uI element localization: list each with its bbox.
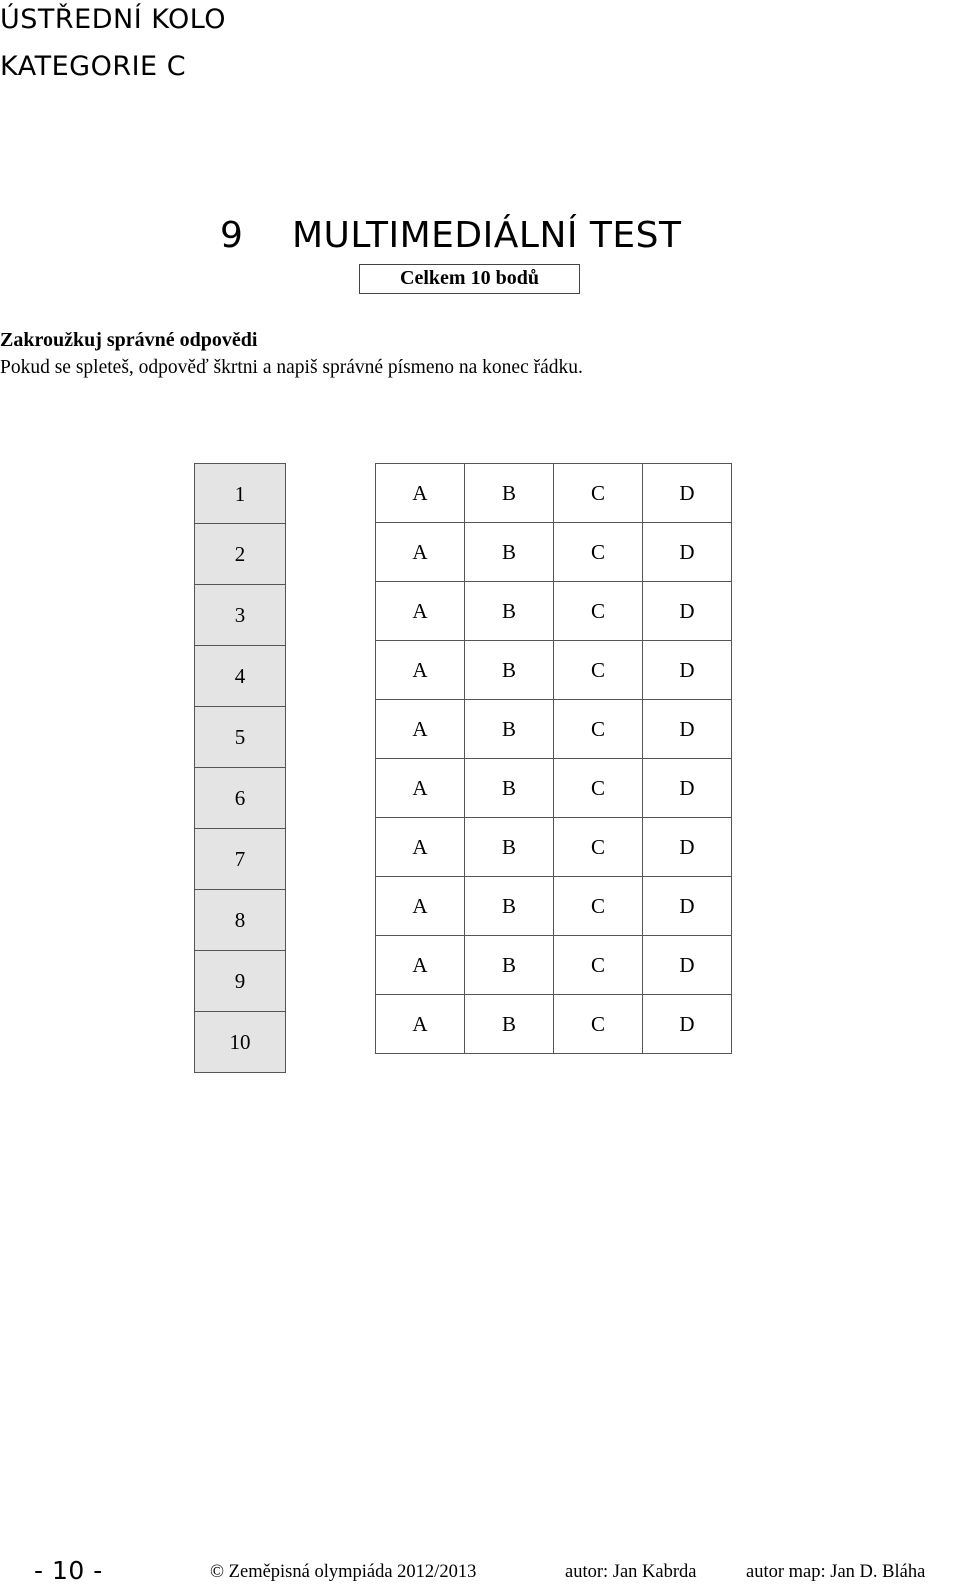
question-number: 7 [194,829,286,890]
page-footer [0,1555,960,1587]
page-number: - 10 - [34,1556,103,1585]
answer-option-c[interactable]: C [554,464,643,523]
competition-category: KATEGORIE C [0,51,187,82]
map-author-credit: autor map: Jan D. Bláha [746,1562,926,1582]
answer-grid [375,463,732,1054]
question-number: 4 [194,646,286,707]
answer-option-d[interactable]: D [643,700,732,759]
answer-option-c[interactable]: C [554,877,643,936]
answer-option-d[interactable]: D [643,759,732,818]
answer-option-b[interactable]: B [465,523,554,582]
answer-option-a[interactable]: A [376,582,465,641]
answer-option-c[interactable]: C [554,936,643,995]
question-number: 10 [194,1012,286,1073]
answer-row [376,464,732,523]
answer-option-d[interactable]: D [643,818,732,877]
question-number: 8 [194,890,286,951]
answer-row [376,818,732,877]
answer-option-c[interactable]: C [554,759,643,818]
answer-option-a[interactable]: A [376,877,465,936]
copyright-notice: © Zeměpisná olympiáda 2012/2013 [210,1562,477,1582]
answer-option-b[interactable]: B [465,818,554,877]
answer-row [376,641,732,700]
answer-option-c[interactable]: C [554,995,643,1054]
answer-option-b[interactable]: B [465,641,554,700]
answer-row [376,582,732,641]
answer-option-a[interactable]: A [376,464,465,523]
instructions-text: Pokud se spleteš, odpověď škrtni a napiš správné písmeno na konec řádku. [0,357,583,378]
answer-row [376,877,732,936]
answer-option-c[interactable]: C [554,700,643,759]
answer-option-d[interactable]: D [643,995,732,1054]
question-number: 6 [194,768,286,829]
answer-option-b[interactable]: B [465,759,554,818]
question-number-column [194,463,286,1073]
answer-option-c[interactable]: C [554,523,643,582]
section-title: MULTIMEDIÁLNÍ TEST [292,215,682,256]
answer-row [376,759,732,818]
answer-option-c[interactable]: C [554,641,643,700]
answer-option-a[interactable]: A [376,641,465,700]
question-number: 5 [194,707,286,768]
answer-option-a[interactable]: A [376,523,465,582]
answer-option-c[interactable]: C [554,582,643,641]
answer-option-b[interactable]: B [465,995,554,1054]
answer-option-a[interactable]: A [376,936,465,995]
answer-option-b[interactable]: B [465,464,554,523]
answer-row [376,936,732,995]
answer-option-a[interactable]: A [376,700,465,759]
author-credit: autor: Jan Kabrda [565,1562,697,1582]
answer-option-b[interactable]: B [465,582,554,641]
answer-option-d[interactable]: D [643,582,732,641]
question-number: 2 [194,524,286,585]
section-heading [220,216,682,256]
answer-option-d[interactable]: D [643,641,732,700]
answer-option-c[interactable]: C [554,818,643,877]
answer-option-d[interactable]: D [643,936,732,995]
answer-row [376,523,732,582]
answer-row [376,995,732,1054]
answer-option-d[interactable]: D [643,877,732,936]
answer-option-a[interactable]: A [376,818,465,877]
question-number: 1 [194,463,286,524]
total-points-box: Celkem 10 bodů [359,264,580,294]
answer-option-b[interactable]: B [465,936,554,995]
question-number: 3 [194,585,286,646]
question-number: 9 [194,951,286,1012]
answer-option-d[interactable]: D [643,464,732,523]
section-number: 9 [220,215,244,256]
answer-option-a[interactable]: A [376,759,465,818]
answer-option-b[interactable]: B [465,700,554,759]
answer-row [376,700,732,759]
answer-option-a[interactable]: A [376,995,465,1054]
answer-option-b[interactable]: B [465,877,554,936]
instructions-title: Zakroužkuj správné odpovědi [0,329,258,351]
answer-option-d[interactable]: D [643,523,732,582]
competition-round: ÚSTŘEDNÍ KOLO [0,4,227,35]
